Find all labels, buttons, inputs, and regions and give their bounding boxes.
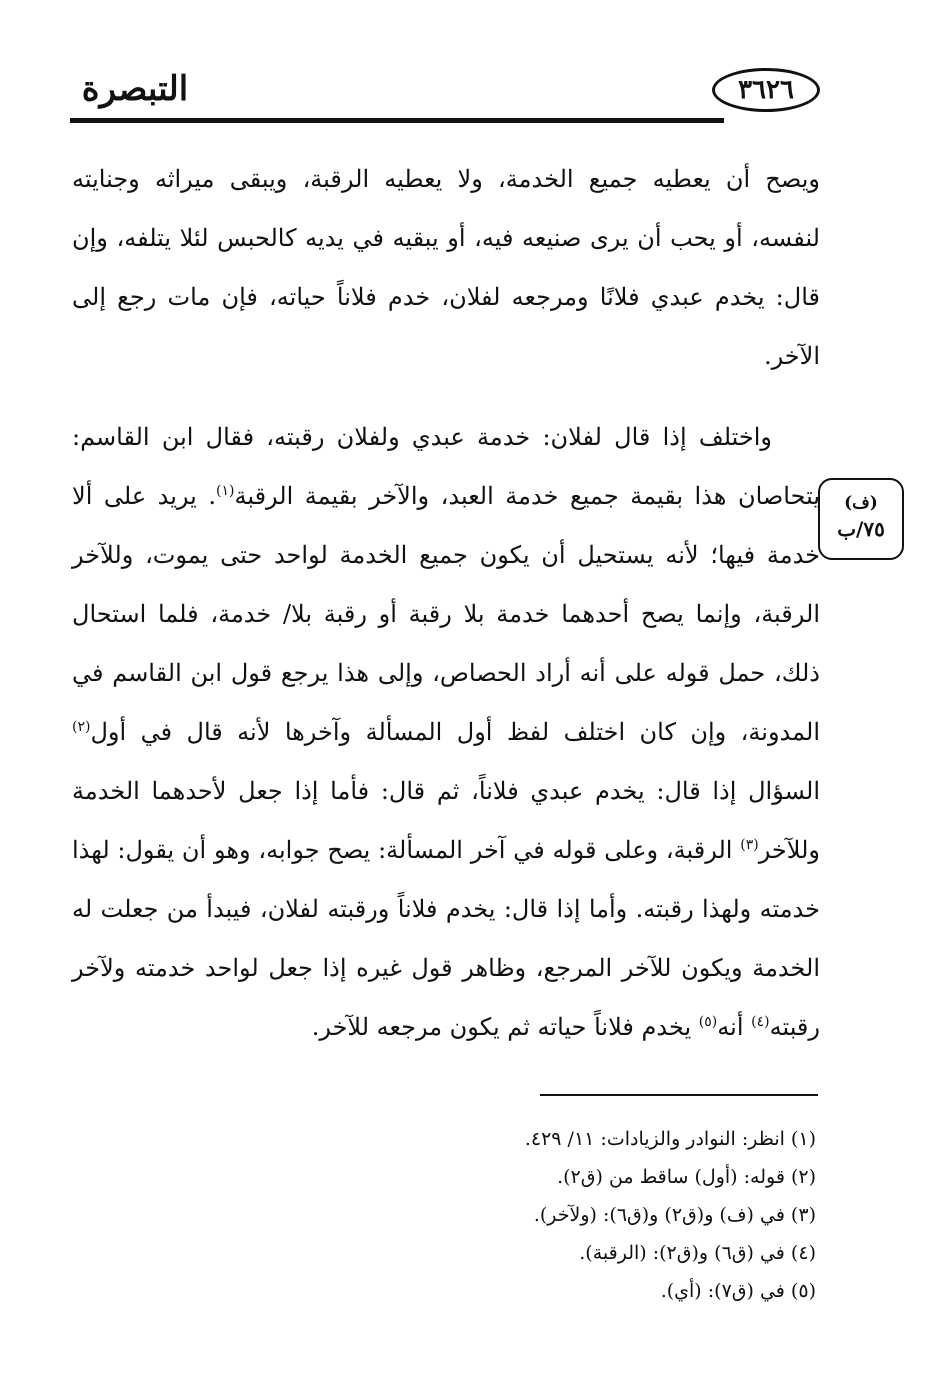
footnote-separator <box>540 1094 818 1096</box>
footnote-4: (٤) في (ق٦) و(ق٢): (الرقبة). <box>579 1242 816 1264</box>
page-number: ٣٦٢٦ <box>712 68 820 112</box>
footnote-ref-3: (٣) <box>740 837 759 853</box>
margin-note-folio: ٧٥/ب <box>837 517 885 541</box>
footnote-ref-5: (٥) <box>698 1014 718 1030</box>
main-text <box>72 150 820 1057</box>
footnote-ref-2: (٢) <box>72 719 91 735</box>
header-rule <box>70 118 724 123</box>
footnote-1: (١) انظر: النوادر والزيادات: ١١/ ٤٢٩. <box>524 1128 816 1150</box>
footnotes <box>300 1120 816 1310</box>
paragraph-2-text-b: . يريد على ألا خدمة فيها؛ لأنه يستحيل أن يكون جميع الخدمة لواحد حتى يموت، وللآخر الرقبة، وإنما يصح أحدهما خدمة بلا رقبة أو رقبة بلا/ خدمة، فلما استحال ذلك، حمل قوله على أنه أراد الحصاص، وإلى هذا يرجع قول ابن القاسم في المدونة، وإن كان اختلف لفظ أول المسألة وآخرها لأنه قال في أول <box>72 482 821 746</box>
page-header <box>70 60 820 130</box>
paragraph-2 <box>72 408 820 1057</box>
paragraph-2-text-a: واختلف إذا قال لفلان: خدمة عبدي ولفلان رقبته، فقال ابن القاسم: يتحاصان هذا بقيمة جميع خدمة العبد، والآخر بقيمة الرقبة <box>72 423 820 510</box>
paragraph-2-text-d: الرقبة، وعلى قوله في آخر المسألة: يصح جوابه، وهو أن يقول: لهذا خدمته ولهذا رقبته. وأما إذا قال: يخدم فلاناً ورقبته لفلان، فيبدأ من جعلت له الخدمة ويكون للآخر المرجع، وظاهر قول غيره إذا جعل لواحد خدمته ولآخر رقبته <box>72 836 821 1041</box>
footnote-ref-1: (١) <box>216 483 235 499</box>
footnote-2: (٢) قوله: (أول) ساقط من (ق٢). <box>557 1166 816 1188</box>
manuscript-margin-note <box>818 478 904 560</box>
paragraph-2-text-f: يخدم فلاناً حياته ثم يكون مرجعه للآخر. <box>311 1013 699 1041</box>
paragraph-2-text-e: أنه <box>717 1013 752 1041</box>
footnote-ref-4: (٤) <box>751 1014 770 1030</box>
footnote-5: (٥) في (ق٧): (أي). <box>660 1280 816 1302</box>
book-title: التبصرة <box>81 69 189 109</box>
paragraph-1: ويصح أن يعطيه جميع الخدمة، ولا يعطيه الرقبة، ويبقى ميراثه وجنايته لنفسه، أو يحب أن يرى صنيعه فيه، أو يبقيه في يديه كالحبس لئلا يتلفه، وإن قال: يخدم عبدي فلانًا ومرجعه لفلان، خدم فلاناً حياته، فإن مات رجع إلى الآخر. <box>72 165 820 370</box>
paragraph-2-text-c: السؤال إذا قال: يخدم عبدي فلاناً، ثم قال: فأما إذا جعل لأحدهما الخدمة وللآخر <box>72 777 820 864</box>
margin-note-source: (ف) <box>844 493 878 513</box>
footnote-3: (٣) في (ف) و(ق٢) و(ق٦): (ولآخر). <box>533 1204 816 1226</box>
